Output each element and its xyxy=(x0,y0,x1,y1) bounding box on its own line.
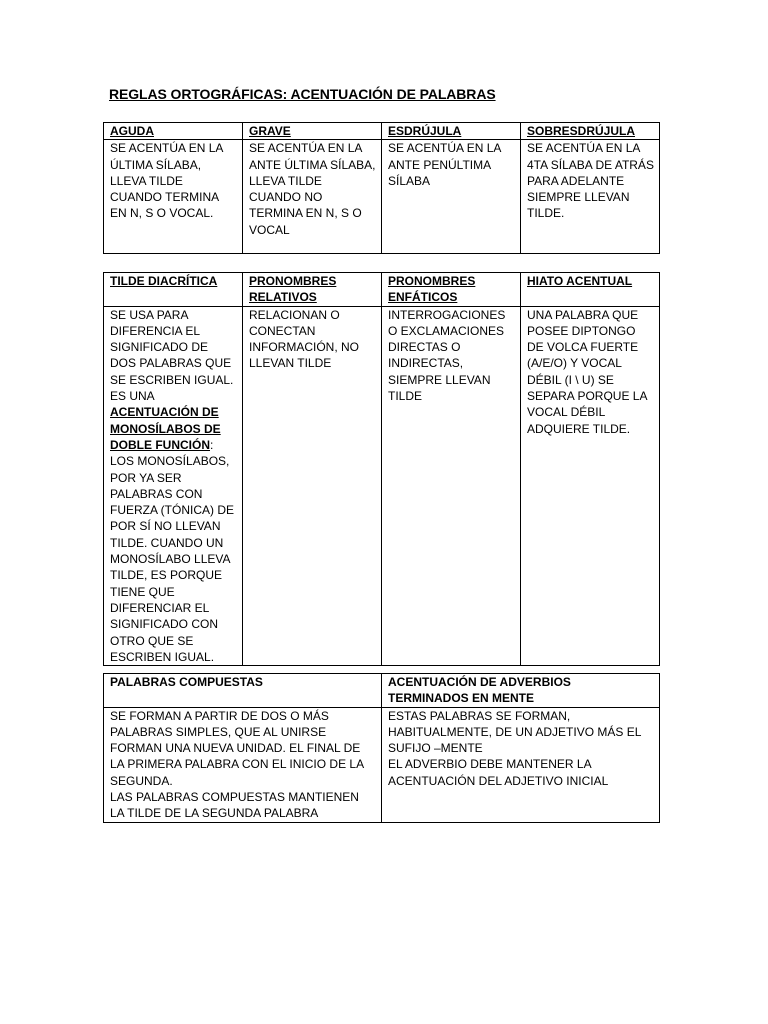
compuestas-paragraph: SE FORMAN A PARTIR DE DOS O MÁS PALABRAS SIMPLES, QUE AL UNIRSE FORMAN UNA NUEVA UNIDAD. EL FINAL DE LA PRIMERA PALABRA CON EL INICIO DE LA SEGUNDA. xyxy=(110,708,364,788)
cell-adverbios-mente xyxy=(382,707,660,822)
header-pronombres-relativos: PRONOMBRES RELATIVOS xyxy=(243,273,382,307)
cell-sobresdrujula: SE ACENTÚA EN LA 4TA SÍLABA DE ATRÁS PARA ADELANTE SIEMPRE LLEVAN TILDE. xyxy=(521,140,660,254)
header-aguda: AGUDA xyxy=(104,123,243,140)
header-pronombres-enfaticos: PRONOMBRES ENFÁTICOS xyxy=(382,273,521,307)
header-tilde-diacritica: TILDE DIACRÍTICA xyxy=(104,273,243,307)
word-types-table xyxy=(103,122,660,254)
cell-grave: SE ACENTÚA EN LA ANTE ÚLTIMA SÍLABA, LLEVA TILDE CUANDO NO TERMINA EN N, S O VOCAL xyxy=(243,140,382,254)
table-row xyxy=(104,707,660,822)
header-adverbios-mente: ACENTUACIÓN DE ADVERBIOS TERMINADOS EN MENTE xyxy=(382,674,660,708)
header-esdrujula: ESDRÚJULA xyxy=(382,123,521,140)
diacritica-emphasis: ACENTUACIÓN DE MONOSÍLABOS DE DOBLE FUNCIÓN xyxy=(110,405,221,452)
header-palabras-compuestas: PALABRAS COMPUESTAS xyxy=(104,674,382,708)
table-row xyxy=(104,140,660,254)
header-sobresdrujula: SOBRESDRÚJULA xyxy=(521,123,660,140)
cell-pronombres-enfaticos: INTERROGACIONES O EXCLAMACIONES DIRECTAS O INDIRECTAS, SIEMPRE LLEVAN TILDE xyxy=(382,306,521,666)
table-row xyxy=(104,306,660,666)
cell-esdrujula: SE ACENTÚA EN LA ANTE PENÚLTIMA SÍLABA xyxy=(382,140,521,254)
table-header-row xyxy=(104,123,660,140)
cell-palabras-compuestas xyxy=(104,707,382,822)
adverbios-paragraph: EL ADVERBIO DEBE MANTENER LA ACENTUACIÓN DEL ADJETIVO INICIAL xyxy=(388,757,609,788)
diacritica-intro: SE USA PARA DIFERENCIA EL SIGNIFICADO DE DOS PALABRAS QUE SE ESCRIBEN IGUAL. ES UNA xyxy=(110,307,234,404)
cell-aguda: SE ACENTÚA EN LA ÚLTIMA SÍLABA, LLEVA TILDE CUANDO TERMINA EN N, S O VOCAL. xyxy=(104,140,243,254)
compuestas-paragraph: LAS PALABRAS COMPUESTAS MANTIENEN LA TILDE DE LA SEGUNDA PALABRA xyxy=(110,790,359,821)
cell-tilde-diacritica xyxy=(104,306,243,666)
table-header-row xyxy=(104,674,660,708)
page-title: REGLAS ORTOGRÁFICAS: ACENTUACIÓN DE PALABRAS xyxy=(109,86,496,102)
table-header-row xyxy=(104,273,660,307)
header-hiato-acentual: HIATO ACENTUAL xyxy=(521,273,660,307)
adverbios-paragraph: ESTAS PALABRAS SE FORMAN, HABITUALMENTE, DE UN ADJETIVO MÁS EL SUFIJO –MENTE xyxy=(388,708,641,756)
compound-words-table xyxy=(103,673,660,823)
header-grave: GRAVE xyxy=(243,123,382,140)
special-accents-table xyxy=(103,272,660,666)
cell-hiato-acentual: UNA PALABRA QUE POSEE DIPTONGO DE VOLCA FUERTE (A/E/O) Y VOCAL DÉBIL (I \ U) SE SEPARA PORQUE LA VOCAL DÉBIL ADQUIERE TILDE. xyxy=(521,306,660,666)
cell-pronombres-relativos: RELACIONAN O CONECTAN INFORMACIÓN, NO LLEVAN TILDE xyxy=(243,306,382,666)
diacritica-rest: : LOS MONOSÍLABOS, POR YA SER PALABRAS CON FUERZA (TÓNICA) DE POR SÍ NO LLEVAN TILDE. CUANDO UN MONOSÍLABO LLEVA TILDE, ES PORQUE TIENE QUE DIFERENCIAR EL SIGNIFICADO CON OTRO QUE SE ESCRIBEN IGUAL. xyxy=(110,437,235,664)
